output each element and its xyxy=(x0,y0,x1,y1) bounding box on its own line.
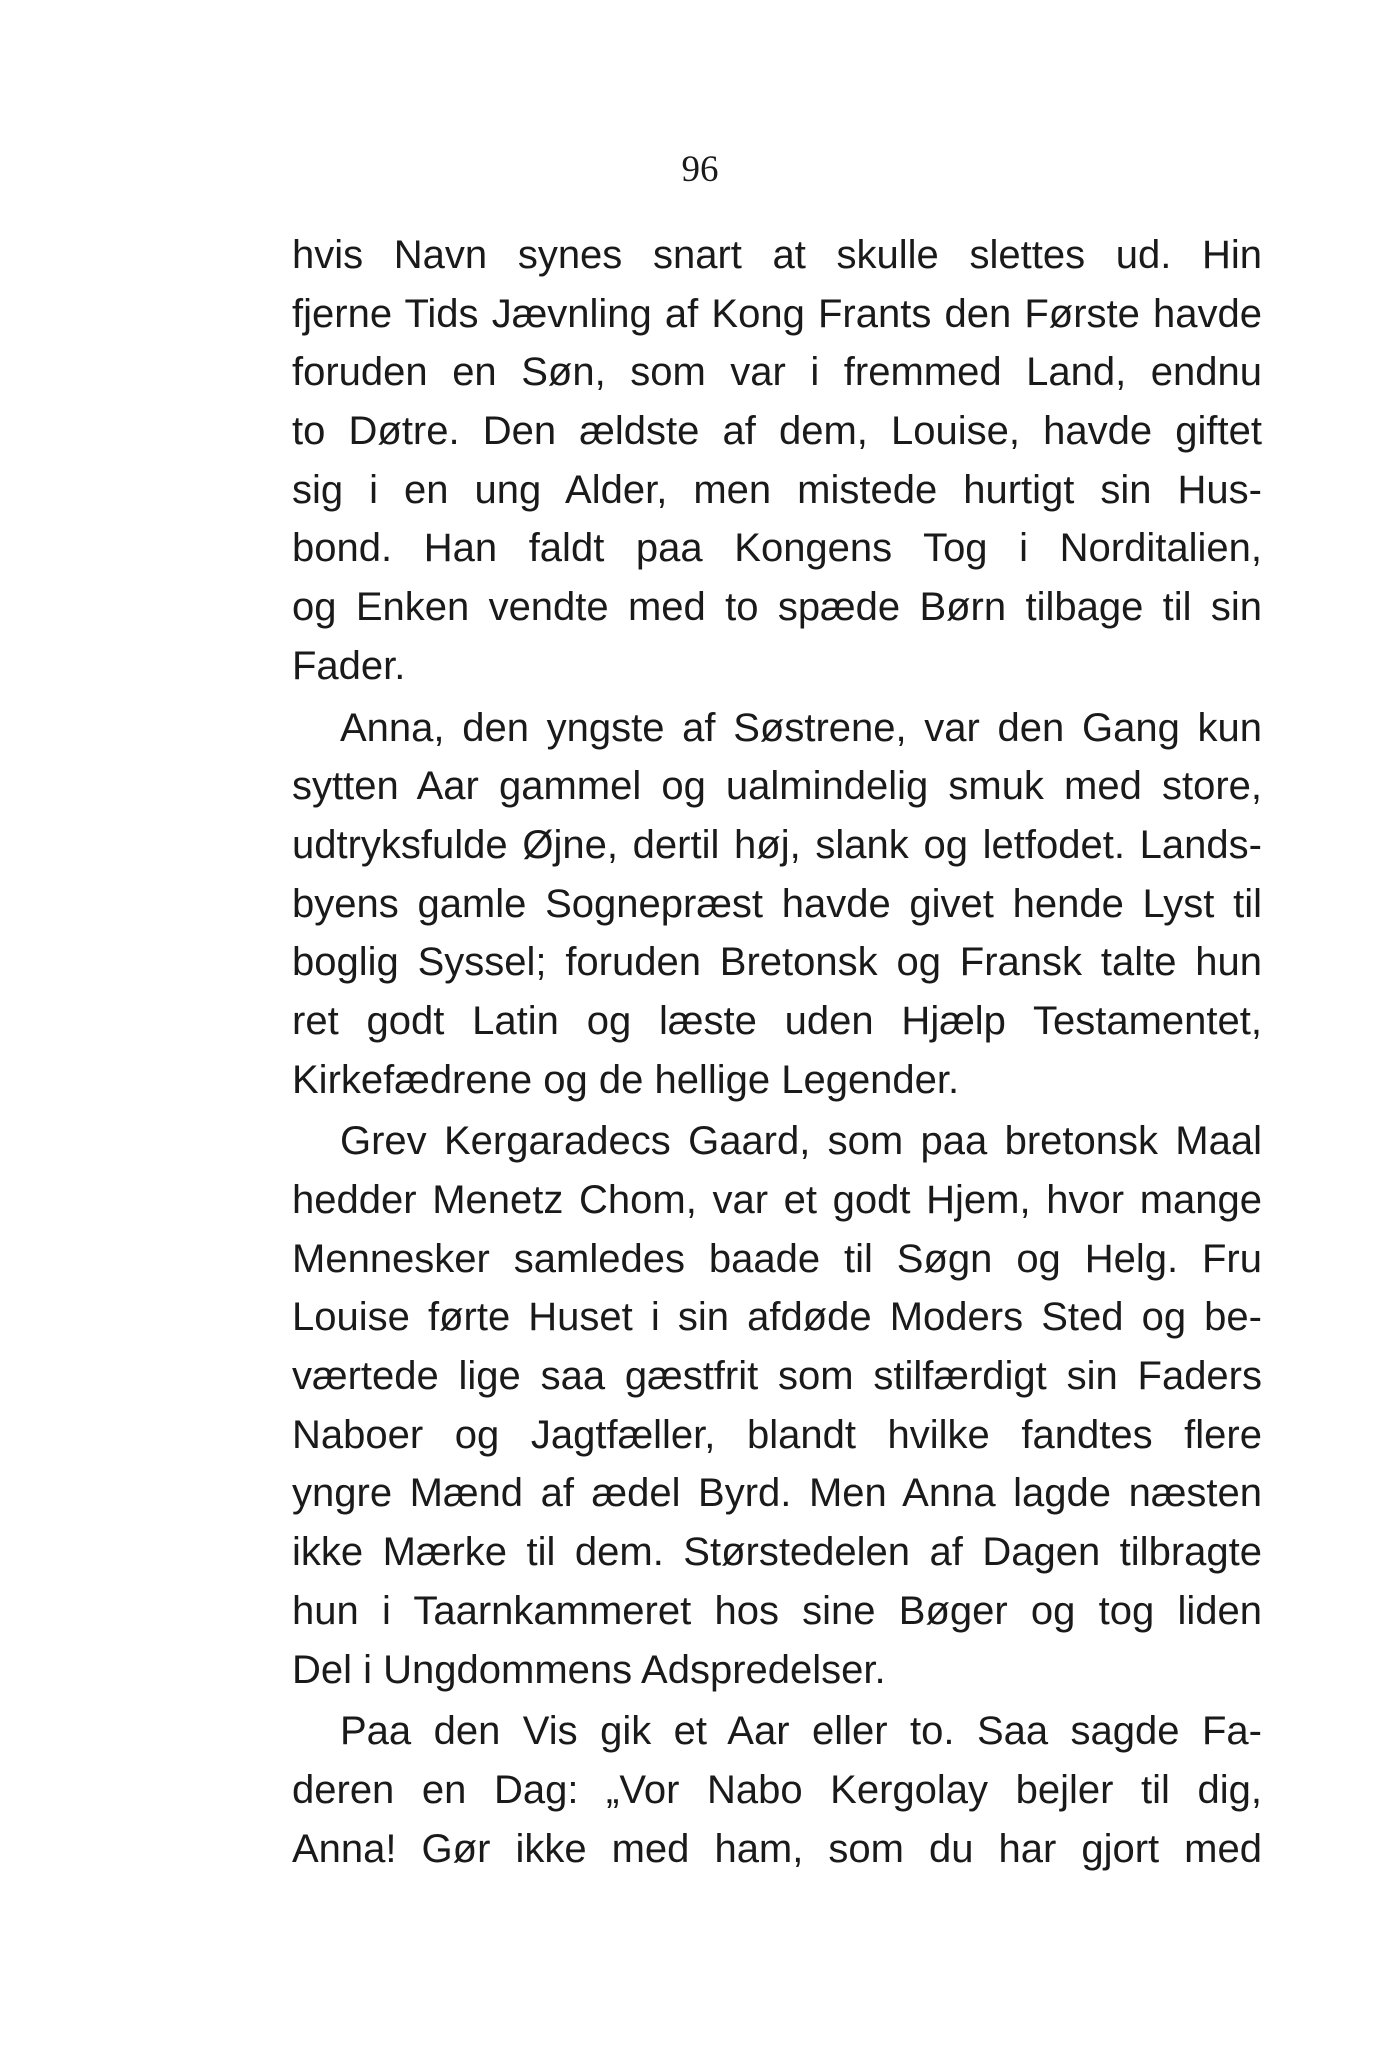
text-line: Grev Kergaradecs Gaard, som paa bretonsk Maal xyxy=(340,1119,1262,1164)
text-line: Naboer og Jagtfæller, blandt hvilke fandtes flere xyxy=(292,1412,1262,1457)
text-line: foruden en Søn, som var i fremmed Land, endnu xyxy=(292,350,1262,395)
text-line: deren en Dag: „Vor Nabo Kergolay bejler til dig, xyxy=(292,1767,1262,1812)
text-line: bond. Han faldt paa Kongens Tog i Norditalien, xyxy=(292,526,1262,571)
text-line: hun i Taarnkammeret hos sine Bøger og tog liden xyxy=(292,1588,1262,1633)
paragraph xyxy=(292,1112,1262,1699)
paragraph xyxy=(292,699,1262,1110)
text-line: Anna, den yngste af Søstrene, var den Gang kun xyxy=(340,705,1262,750)
text-line: ikke Mærke til dem. Størstedelen af Dagen tilbragte xyxy=(292,1530,1262,1575)
text-line: Anna! Gør ikke med ham, som du har gjort med xyxy=(292,1826,1262,1871)
text-line: to Døtre. Den ældste af dem, Louise, havde giftet xyxy=(292,409,1262,454)
text-line: Louise førte Huset i sin afdøde Moders Sted og be- xyxy=(292,1295,1262,1340)
text-line: byens gamle Sognepræst havde givet hende Lyst til xyxy=(292,881,1262,926)
text-line: Del i Ungdommens Adspredelser. xyxy=(292,1647,886,1692)
text-line: yngre Mænd af ædel Byrd. Men Anna lagde næsten xyxy=(292,1471,1262,1516)
paragraph xyxy=(292,226,1262,696)
text-line: sig i en ung Alder, men mistede hurtigt sin Hus- xyxy=(292,467,1262,512)
text-line: Mennesker samledes baade til Søgn og Helg. Fru xyxy=(292,1236,1262,1281)
text-line: Fader. xyxy=(292,643,406,688)
text-line: hedder Menetz Chom, var et godt Hjem, hvor mange xyxy=(292,1178,1262,1222)
text-line: Paa den Vis gik et Aar eller to. Saa sagde Fa- xyxy=(340,1709,1262,1754)
page-number: 96 xyxy=(681,149,719,190)
paragraph xyxy=(292,1702,1262,1878)
text-line: ret godt Latin og læste uden Hjælp Testamentet, xyxy=(292,998,1262,1043)
text-line: hvis Navn synes snart at skulle slettes ud. Hin xyxy=(292,233,1262,277)
text-line: Kirkefædrene og de hellige Legender. xyxy=(292,1057,960,1102)
text-line: fjerne Tids Jævnling af Kong Frants den Første havde xyxy=(292,291,1262,336)
text-line: sytten Aar gammel og ualmindelig smuk med store, xyxy=(292,764,1262,809)
text-line: og Enken vendte med to spæde Børn tilbage til sin xyxy=(292,585,1262,630)
text-line: værtede lige saa gæstfrit som stilfærdigt sin Faders xyxy=(292,1354,1262,1399)
text-line: udtryksfulde Øjne, dertil høj, slank og letfodet. Lands- xyxy=(292,822,1262,867)
text-line: boglig Syssel; foruden Bretonsk og Fransk talte hun xyxy=(292,940,1262,985)
body-text xyxy=(292,226,1262,1878)
